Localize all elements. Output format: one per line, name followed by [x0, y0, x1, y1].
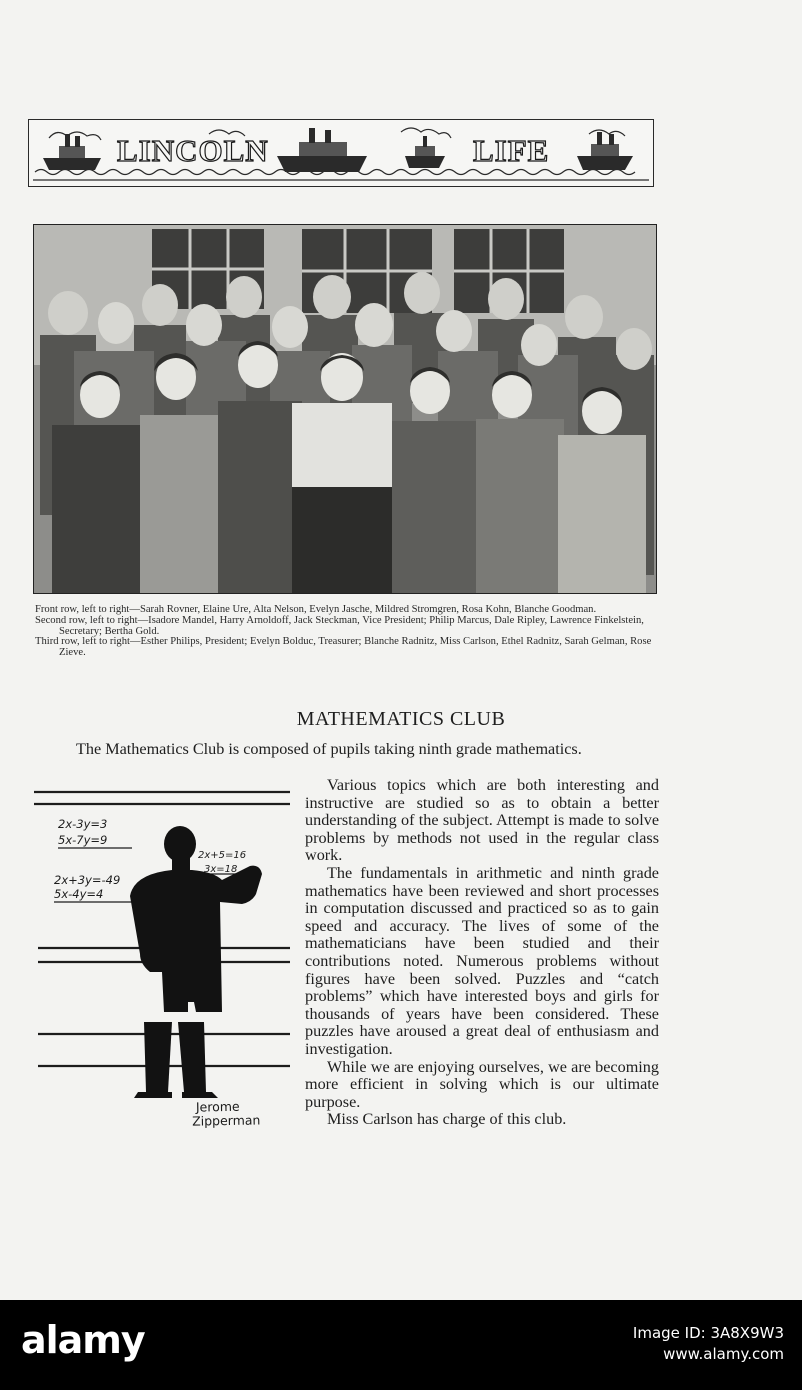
equation-5: 2x+5=16 — [198, 850, 247, 861]
equation-3: 2x+3y=-49 — [54, 873, 121, 887]
ship-right — [577, 132, 633, 170]
equation-2: 5x-7y=9 — [58, 833, 108, 847]
banner-word-lincoln: LINCOLN — [117, 133, 269, 168]
image-id: Image ID: 3A8X9W3 — [632, 1324, 784, 1342]
article-body — [305, 777, 659, 1129]
equation-4: 5x-4y=4 — [54, 887, 104, 901]
group-photo-art — [34, 225, 657, 594]
image-id-block — [633, 1323, 784, 1365]
alamy-logo: alamy — [21, 1318, 145, 1362]
artist-signature — [191, 1098, 261, 1129]
equation-1: 2x-3y=3 — [58, 817, 108, 831]
site-url: www.alamy.com — [663, 1345, 784, 1363]
artist-first-name: Jerome — [195, 1098, 240, 1115]
article-title: MATHEMATICS CLUB — [296, 708, 506, 730]
article-paragraph-3: While we are enjoying ourselves, we are becoming more efficient in solving which is our ultimate purpose. — [305, 1057, 659, 1111]
group-photo — [33, 224, 657, 594]
article-paragraph-2: The fundamentals in arithmetic and ninth grade mathematics have been reviewed and short processes in computation discussed and practiced so as to gain speed and accuracy. The lives of some of the mathematicians have been studied and their contributions noted. Numerous problems without figures have been solved. Puzzles and “catch problems” which have interested boys and girls for thousands of years have been considered. These puzzles have aroused a great deal of enthusiasm and investigation. — [305, 863, 659, 1058]
ship-left — [43, 134, 101, 170]
equation-6: 3x=18 — [204, 864, 238, 875]
ship-right-center — [405, 136, 445, 168]
photo-caption — [35, 605, 655, 659]
caption-third-row: Third row, left to right—Esther Philips, President; Evelyn Bolduc, Treasurer; Blanche Radnitz, Miss Carlson, Ethel Radnitz, Sarah Gelman, Rose Zieve. — [35, 636, 652, 659]
banner-word-life: LIFE — [473, 133, 550, 168]
header-banner — [28, 119, 654, 187]
article-intro: The Mathematics Club is composed of pupils taking ninth grade mathematics. — [76, 740, 582, 758]
stock-footer — [0, 1300, 802, 1390]
article-paragraph-4: Miss Carlson has charge of this club. — [327, 1110, 567, 1129]
caption-front-row: Front row, left to right—Sarah Rovner, Elaine Ure, Alta Nelson, Evelyn Jasche, Mildred Stromgren, Rosa Kohn, Blanche Goodman. — [35, 604, 597, 615]
blackboard-illustration — [34, 786, 294, 1136]
student-at-blackboard-drawing — [34, 786, 294, 1136]
caption-second-row: Second row, left to right—Isadore Mandel, Harry Arnoldoff, Jack Steckman, Vice President; Philip Marcus, Dale Ripley, Lawrence Finkelstein, Secretary; Bertha Gold. — [35, 614, 644, 637]
ship-center — [277, 128, 367, 172]
artist-last-name: Zipperman — [191, 1112, 261, 1129]
article-paragraph-1: Various topics which are both interesting and instructive are studied so as to obtain a better understanding of the subject. Attempt is made to solve problems by methods not used in the regular class work. — [305, 776, 659, 865]
